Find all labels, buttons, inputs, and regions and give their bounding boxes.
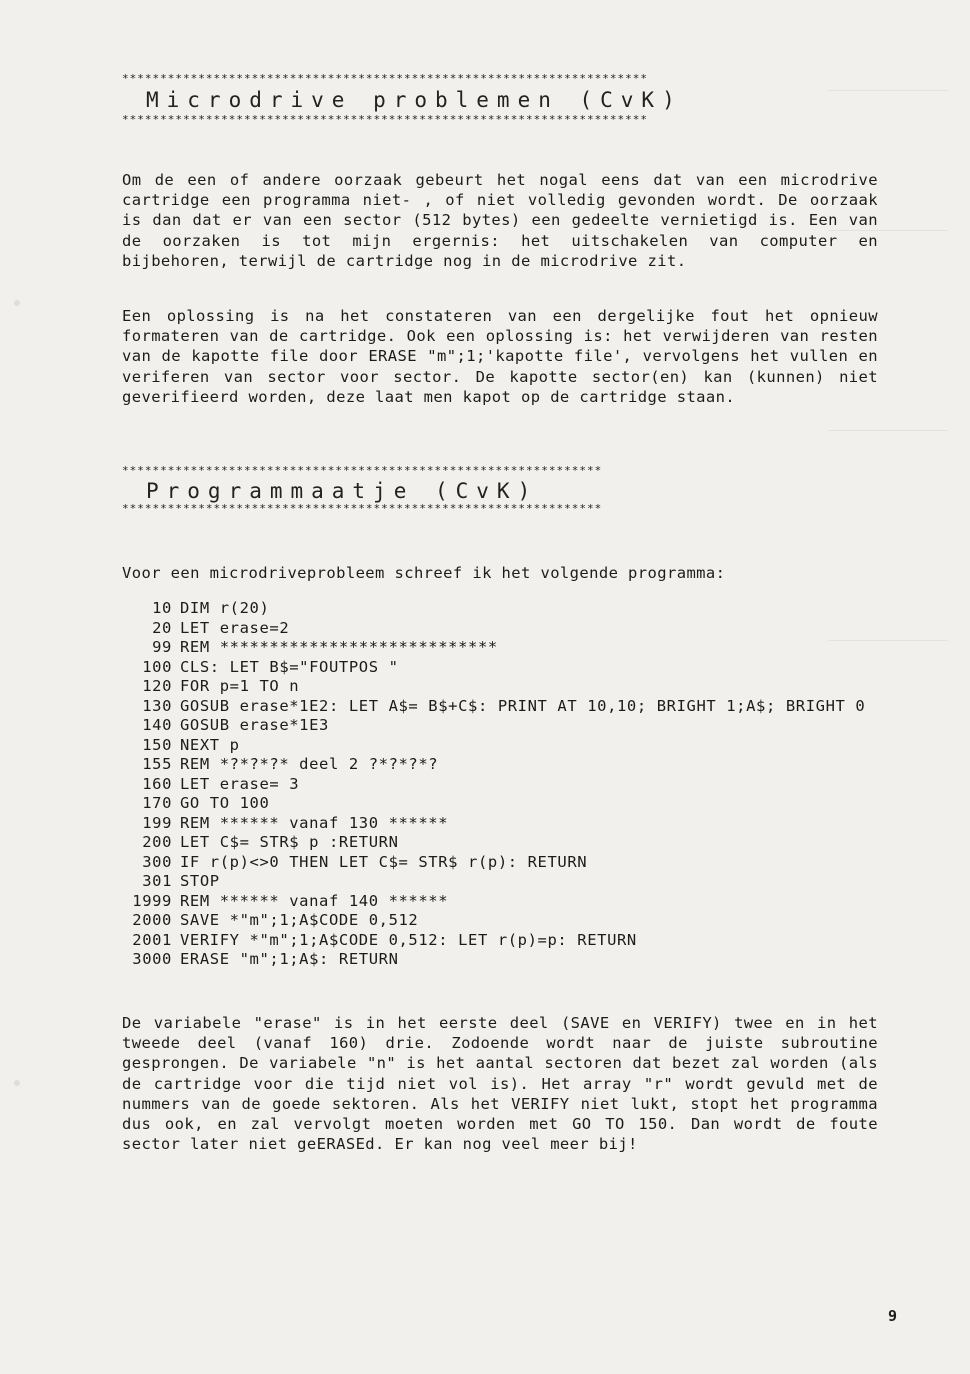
- code-line: 300 IF r(p)<>0 THEN LET C$= STR$ r(p): RETURN: [142, 852, 588, 871]
- binder-hole: [14, 300, 20, 306]
- code-line: 2001 VERIFY *"m";1;A$CODE 0,512: LET r(p)=p: RETURN: [132, 930, 637, 949]
- bleed-through-line: [828, 90, 948, 91]
- code-line: 10 DIM r(20): [152, 599, 270, 617]
- code-line: 20 LET erase=2: [152, 618, 290, 637]
- code-line: 150 NEXT p: [142, 735, 240, 754]
- page-number: 9: [888, 1307, 898, 1325]
- code-line: 301 STOP: [142, 872, 220, 890]
- code-line: 3000 ERASE "m";1;A$: RETURN: [132, 950, 399, 968]
- code-line: 155 REM *?*?*?* deel 2 ?*?*?*?: [142, 755, 439, 773]
- star-divider-top: *********************************************************************: [122, 73, 648, 85]
- code-line: 160 LET erase= 3: [142, 774, 300, 793]
- code-line: 170 GO TO 100: [142, 794, 270, 812]
- basic-listing: [120, 599, 880, 970]
- paragraph-microdrive-2: Een oplossing is na het constateren van een dergelijke fout het opnieuw formateren van de cartridge. Ook een oplossing is: het verwijderen van resten van de kapotte file door ERASE "m";1;'kapotte file', vervolgens het vullen en veriferen van sector voor sector. De kapotte sector(en) kan (kunnen) niet geverifieerd worden, deze laat men kapot op de cartridge staan.: [122, 307, 878, 406]
- section-title-programmaatje: Programmaatje (CvK): [146, 479, 539, 503]
- star-divider-top-2: ***************************************************************: [122, 465, 603, 477]
- code-line: 1999 REM ****** vanaf 140 ******: [132, 891, 449, 910]
- code-line: 130 GOSUB erase*1E2: LET A$= B$+C$: PRINT AT 10,10; BRIGHT 1;A$; BRIGHT 0: [142, 696, 866, 715]
- code-line: 200 LET C$= STR$ p :RETURN: [142, 833, 399, 851]
- paragraph-microdrive-1: Om de een of andere oorzaak gebeurt het nogal eens dat van een microdrive cartridge een programma niet- , of niet volledig gevonden wordt. De oorzaak is dan dat er van een sector (512 bytes) een gedeelte vernietigd is. Een van de oorzaken is tot mijn ergernis: het uitschakelen van computer en bijbehoren, terwijl de cartridge nog in de microdrive zit.: [122, 171, 878, 270]
- code-line: 100 CLS: LET B$="FOUTPOS ": [142, 657, 399, 676]
- section-title-microdrive: Microdrive problemen (CvK): [146, 88, 683, 112]
- code-line: 140 GOSUB erase*1E3: [142, 716, 329, 734]
- star-divider-bottom: *********************************************************************: [122, 114, 648, 126]
- binder-hole: [14, 1080, 20, 1086]
- paragraph-intro: Voor een microdriveprobleem schreef ik het volgende programma:: [122, 564, 726, 582]
- paragraph-explanation: De variabele "erase" is in het eerste deel (SAVE en VERIFY) twee en in het tweede deel (vanaf 160) drie. Zodoende wordt naar de juiste subroutine gesprongen. De variabele "n" is het aantal sectoren dat bezet zal worden (als de cartridge voor die tijd niet vol is). Het array "r" wordt gevuld met de nummers van de goede sektoren. Als het VERIFY niet lukt, stopt het programma dus ook, en zal vervolgt moeten worden met GO TO 150. Dan wordt de foute sector later niet geERASEd. Er kan nog veel meer bij!: [122, 1014, 878, 1154]
- code-line: 2000 SAVE *"m";1;A$CODE 0,512: [132, 911, 419, 929]
- code-line: 199 REM ****** vanaf 130 ******: [142, 813, 449, 832]
- bleed-through-line: [828, 430, 948, 431]
- code-line: 99 REM ****************************: [152, 638, 498, 656]
- code-line: 120 FOR p=1 TO n: [142, 677, 300, 695]
- star-divider-bottom-2: ***************************************************************: [122, 503, 603, 515]
